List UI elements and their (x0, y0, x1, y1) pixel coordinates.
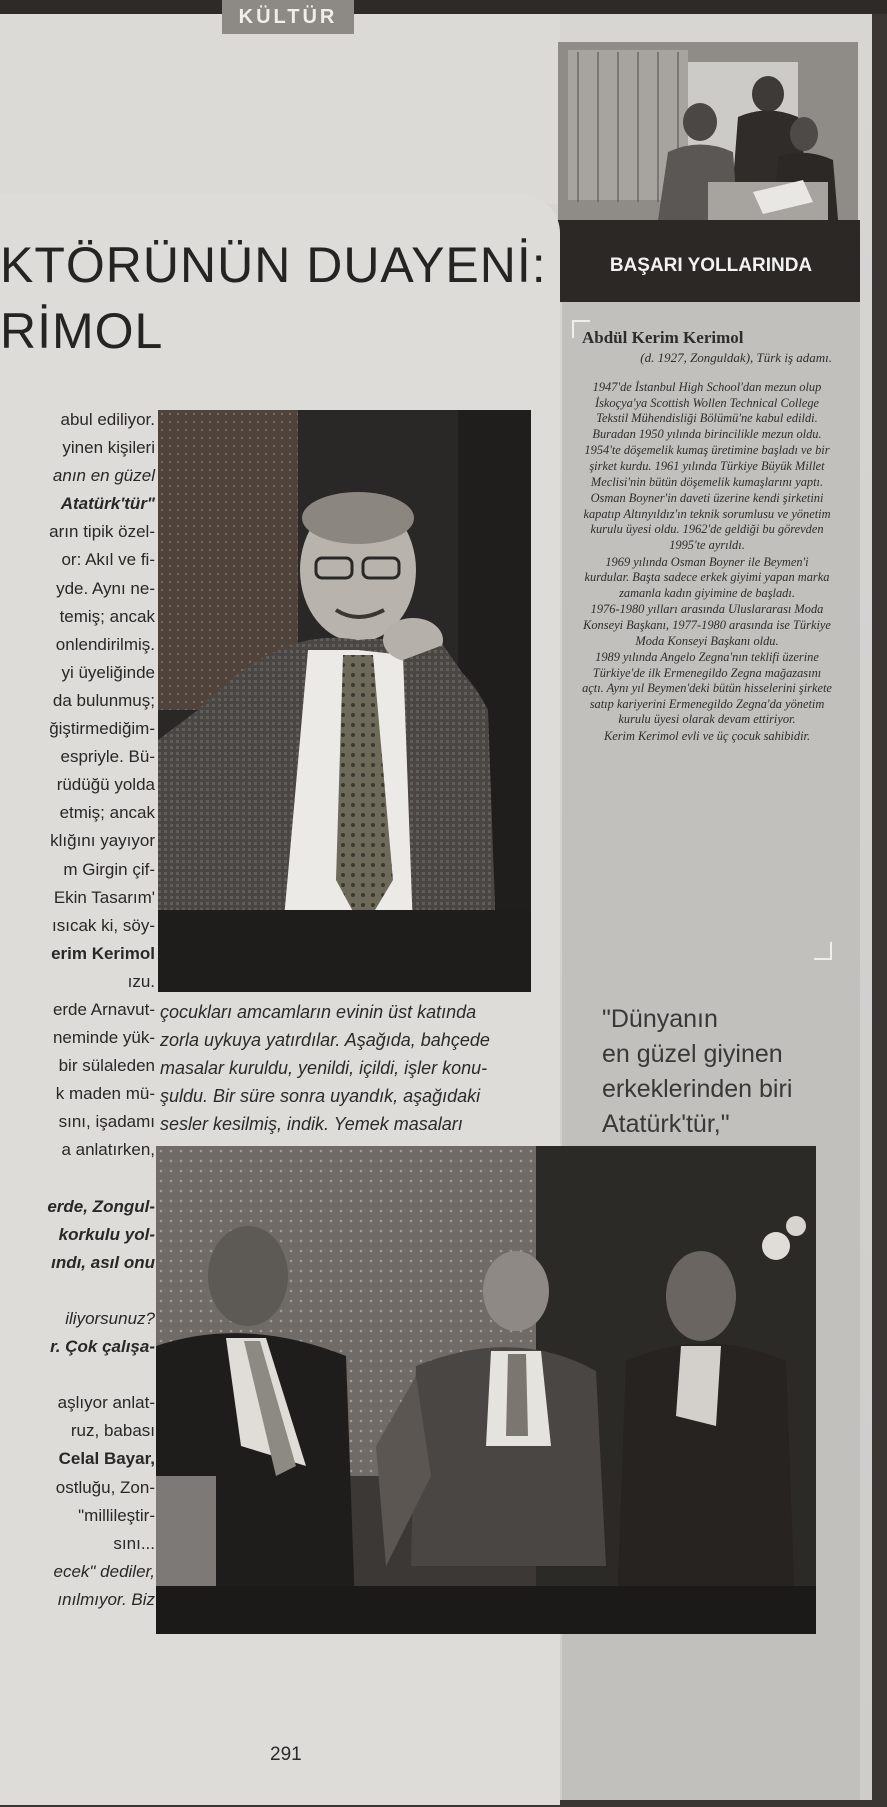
text-line: bir sülaleden (58, 1056, 155, 1076)
pull-quote (602, 1002, 852, 1142)
text-line: arın tipik özel- (49, 522, 155, 542)
text-line (0, 1277, 155, 1305)
top-photo (558, 42, 858, 220)
quote-line: erkeklerinden biri (602, 1075, 793, 1103)
office-scene-illustration (558, 42, 858, 220)
headline-line-2: RİMOL (0, 303, 164, 359)
headline-line-1: KTÖRÜNÜN DUAYENİ: (0, 237, 547, 293)
group-conversation-illustration (156, 1146, 816, 1634)
page-number: 291 (270, 1744, 302, 1765)
caption-line: çocukları amcamların evinin üst katında (160, 1002, 477, 1022)
text-line: Ekin Tasarım' (53, 887, 155, 907)
text-line: ınılmıyor. Biz (57, 1589, 155, 1609)
text-line: yi üyeliğinde (61, 662, 155, 682)
text-line: yde. Aynı ne- (56, 578, 155, 598)
text-line: a anlatırken, (61, 1140, 155, 1160)
text-line: ındı, asıl onu (51, 1252, 155, 1272)
text-line: k maden mü- (55, 1084, 155, 1104)
text-line: neminde yük- (52, 1028, 155, 1048)
text-line: abul ediliyor. (60, 410, 155, 429)
bio-paragraph: 1954'te döşemelik kumaş üretimine başladı ve bir şirket kurdu. 1961 yılında Türkiye Büyük Millet Meclisi'nin bütün döşemelik kumaşlarını yaptı. (584, 443, 830, 489)
text-line: ğiştirmediğim- (49, 719, 155, 739)
bio-box (582, 328, 832, 746)
quote-line: Atatürk'tür," (602, 1110, 730, 1138)
text-line: ısıcak ki, söy- (52, 915, 155, 935)
text-line: onlendirilmiş. (55, 634, 155, 654)
text-line: temiş; ancak (59, 606, 155, 626)
quote-line: en güzel giyinen (602, 1040, 783, 1068)
upper-page-area (0, 14, 560, 204)
text-line: r. Çok çalışa- (50, 1337, 155, 1357)
article-headline (0, 232, 560, 364)
text-line: aşlıyor anlat- (57, 1393, 155, 1413)
text-line: yinen kişileri (62, 438, 155, 458)
text-line: ruz, babası (70, 1421, 155, 1441)
text-line: or: Akıl ve fi- (61, 550, 155, 570)
text-line: erde Arnavut- (52, 999, 155, 1019)
bio-corner-bottom-right (814, 942, 832, 960)
bio-subtitle: (d. 1927, Zonguldak), Türk iş adamı. (640, 350, 832, 365)
bio-paragraph: 1947'de İstanbul High School'dan mezun olup İskoçya'ya Scottish Wollen Technical College Tekstil Mühendisliği Bölümü'ne kabul edildi. Buradan 1950 yılında birincilikle mezun oldu. (592, 380, 822, 441)
text-line: etmiş; ancak (59, 803, 155, 823)
text-line: Atatürk'tür" (60, 494, 155, 514)
text-line (0, 1165, 155, 1193)
caption-line: sesler kesilmiş, indik. Yemek masaları (160, 1114, 463, 1134)
text-line: klığını yayıyor (50, 831, 155, 851)
text-line: m Girgin çif- (63, 859, 155, 879)
text-line: rüdüğü yolda (56, 775, 155, 795)
bio-paragraph: 1969 yılında Osman Boyner ile Beymen'i kurdular. Başta sadece erkek giyimi yapan marka zamanla kadın giyimine de başladı. (584, 554, 830, 600)
bio-paragraph: Kerim Kerimol evli ve üç çocuk sahibidir. (603, 729, 811, 744)
portrait-illustration (158, 410, 531, 992)
bio-name: Abdül Kerim Kerimol (582, 328, 744, 347)
photo-caption (160, 998, 532, 1138)
caption-line: zorla uykuya yatırdılar. Aşağıda, bahçede (160, 1030, 490, 1050)
text-line: "millileştir- (78, 1505, 155, 1525)
text-line: espriyle. Bü- (60, 747, 155, 767)
section-tab: KÜLTÜR (222, 0, 354, 34)
caption-line: şuldu. Bir süre sonra uyandık, aşağıdaki (160, 1086, 481, 1106)
top-edge-shadow (0, 0, 887, 14)
portrait-photo (158, 410, 531, 992)
caption-line: masalar kuruldu, yenildi, içildi, işler konu- (160, 1058, 488, 1078)
text-line: ızu. (127, 971, 155, 991)
group-photo (156, 1146, 816, 1634)
text-line: iliyorsunuz? (65, 1309, 155, 1328)
bio-paragraph: 1989 yılında Angelo Zegna'nın teklifi üzerine Türkiye'de ilk Ermenegildo Zegna mağazasını açtı. Aynı yıl Beymen'deki bütün hisselerini şirkete satıp kariyerini Ermenegildo Zegna'da yönetim kurulu üyesi olarak devam ettiriyor. (582, 650, 832, 727)
text-line (0, 1361, 155, 1389)
text-line: erde, Zongul- (47, 1196, 155, 1216)
text-line: ecek" dediler, (53, 1561, 155, 1581)
sidebar-title: BAŞARI YOLLARINDA (609, 255, 813, 276)
text-line: sını, işadamı (58, 1112, 155, 1132)
text-line: sını... (113, 1533, 155, 1553)
left-column-text (0, 406, 155, 1614)
quote-line: "Dünyanın (602, 1005, 718, 1033)
text-line: ostluğu, Zon- (55, 1477, 155, 1497)
text-line: korkulu yol- (58, 1224, 155, 1244)
text-line: Celal Bayar, (58, 1449, 155, 1469)
bio-paragraph: Osman Boyner'in daveti üzerine kendi şirketini kapatıp Altınyıldız'ın teknik sorumlusu ve yönetim kurulu üyesi oldu. 1962'de geldiği bu görevden 1995'te ayrıldı. (583, 491, 831, 552)
text-line: erim Kerimol (51, 943, 155, 963)
bio-paragraph: 1976-1980 yılları arasında Uluslararası Moda Konseyi Başkanı, 1977-1980 arasında ise Türkiye Moda Konseyi Başkanı oldu. (583, 602, 831, 648)
text-line: da bulunmuş; (52, 690, 155, 710)
bio-body (582, 380, 832, 745)
text-line: anın en güzel (52, 466, 155, 486)
